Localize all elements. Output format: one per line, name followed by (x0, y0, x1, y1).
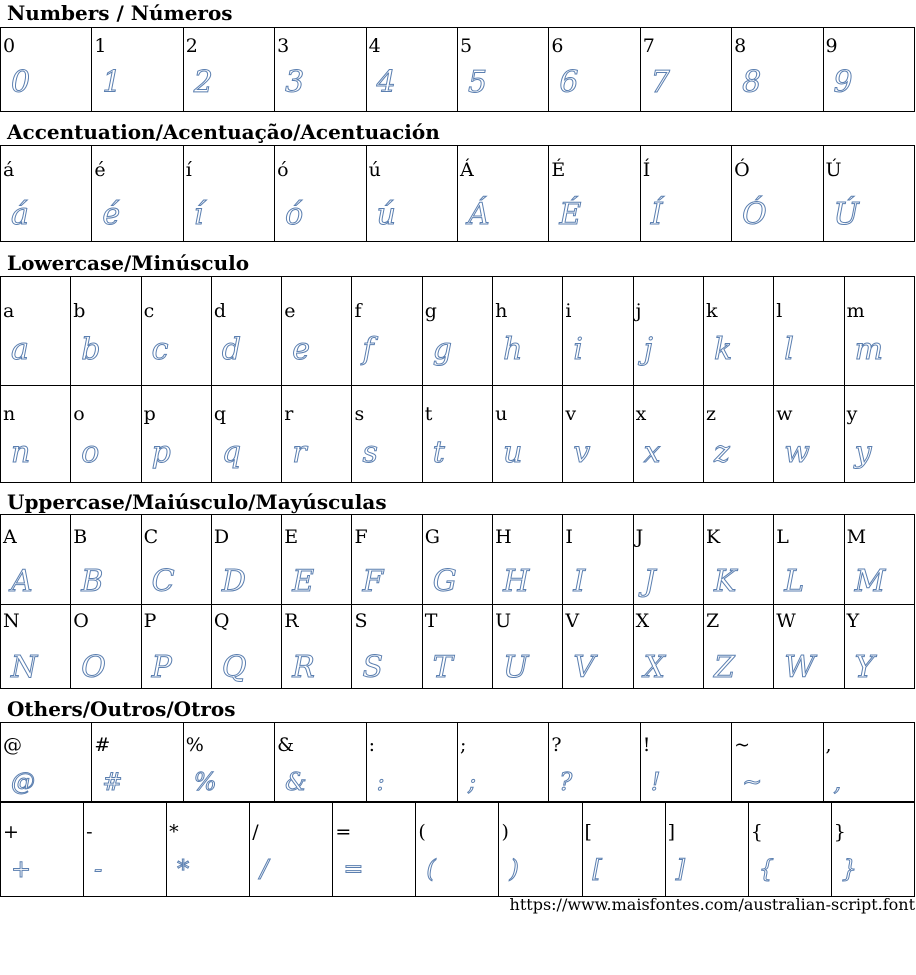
character-label: X (635, 610, 650, 632)
script-glyph-sample: Á (467, 197, 490, 232)
script-glyph-sample: ( (426, 855, 436, 883)
script-glyph-sample: w (784, 435, 810, 470)
numbers-row (1, 28, 915, 112)
glyph-cell (422, 277, 492, 386)
glyph-cell (844, 515, 914, 605)
glyph-cell (275, 28, 366, 112)
script-glyph-sample: I (573, 564, 586, 599)
others-table-1 (0, 722, 915, 803)
script-glyph-sample: F (362, 564, 384, 599)
script-glyph-sample: ] (675, 855, 685, 883)
script-glyph-sample: O (81, 650, 106, 685)
character-label: R (284, 610, 299, 632)
character-label: ) (501, 821, 509, 843)
character-label: j (635, 300, 642, 322)
character-label: á (3, 159, 15, 181)
script-glyph-sample: d (221, 332, 242, 367)
character-label: g (424, 300, 437, 322)
glyph-cell (211, 605, 281, 689)
script-glyph-sample: é (102, 197, 121, 232)
script-glyph-sample: A (11, 564, 33, 599)
character-label: b (73, 300, 86, 322)
character-label: % (185, 734, 204, 756)
glyph-cell (92, 723, 183, 803)
script-glyph-sample: k (713, 332, 733, 367)
script-glyph-sample: K (713, 564, 737, 599)
script-glyph-sample: { (758, 855, 774, 883)
character-label: 0 (3, 35, 16, 57)
character-label: Á (459, 159, 474, 181)
uppercase-title: Uppercase/Maiúsculo/Mayúsculas (7, 490, 387, 514)
script-glyph-sample: C (151, 564, 175, 599)
glyph-cell (366, 28, 457, 112)
glyph-cell (1, 277, 71, 386)
source-url: https://www.maisfontes.com/australian-script.font (509, 895, 915, 914)
character-label: 2 (185, 35, 198, 57)
glyph-cell (183, 723, 274, 803)
script-glyph-sample: ? (559, 768, 573, 796)
glyph-cell (282, 605, 352, 689)
script-glyph-sample: ~ (742, 768, 763, 796)
script-glyph-sample: % (193, 768, 217, 796)
glyph-cell (71, 515, 141, 605)
character-label: l (776, 300, 783, 322)
glyph-cell (563, 386, 633, 483)
glyph-cell (549, 146, 640, 242)
script-glyph-sample: 7 (650, 65, 670, 100)
character-label: a (3, 300, 15, 322)
script-glyph-sample: - (94, 855, 103, 883)
lowercase-row (1, 277, 915, 386)
character-label: h (495, 300, 508, 322)
glyph-cell (549, 28, 640, 112)
character-label: + (3, 821, 19, 843)
character-label: k (705, 300, 718, 322)
uppercase-table (0, 514, 915, 689)
character-label: 8 (734, 35, 747, 57)
character-label: W (776, 610, 796, 632)
character-label: É (551, 159, 566, 181)
script-glyph-sample: R (292, 650, 315, 685)
script-glyph-sample: i (573, 332, 583, 367)
script-glyph-sample: + (11, 855, 32, 883)
glyph-cell (92, 28, 183, 112)
character-label: 1 (94, 35, 107, 57)
glyph-cell (493, 386, 563, 483)
character-label: @ (3, 734, 22, 756)
glyph-cell (633, 277, 703, 386)
glyph-cell (831, 802, 914, 897)
script-glyph-sample: H (503, 564, 530, 599)
script-glyph-sample: 5 (467, 65, 488, 100)
accents-title: Accentuation/Acentuação/Acentuación (7, 120, 440, 144)
script-glyph-sample: T (432, 650, 453, 685)
script-glyph-sample: L (784, 564, 805, 599)
glyph-cell (422, 386, 492, 483)
glyph-cell (352, 515, 422, 605)
character-label: ~ (734, 734, 751, 756)
glyph-cell (844, 605, 914, 689)
glyph-cell (844, 386, 914, 483)
script-glyph-sample: ; (467, 768, 477, 796)
glyph-cell (250, 802, 333, 897)
character-label: S (354, 610, 368, 632)
glyph-cell (633, 515, 703, 605)
script-glyph-sample: 8 (742, 65, 762, 100)
glyph-cell (493, 515, 563, 605)
character-label: d (213, 300, 227, 322)
glyph-cell (71, 386, 141, 483)
others-row (1, 802, 915, 897)
glyph-cell (665, 802, 748, 897)
script-glyph-sample: # (102, 768, 123, 796)
glyph-cell (633, 386, 703, 483)
script-glyph-sample: P (151, 650, 172, 685)
script-glyph-sample: g (432, 332, 452, 367)
character-label: u (495, 403, 508, 425)
character-label: y (846, 403, 858, 425)
character-label: B (73, 526, 88, 548)
script-glyph-sample: 9 (833, 65, 853, 100)
character-label: 9 (825, 35, 838, 57)
glyph-cell (211, 277, 281, 386)
script-glyph-sample: o (81, 435, 100, 470)
script-glyph-sample: l (784, 332, 794, 367)
character-label: F (354, 526, 368, 548)
script-glyph-sample: p (151, 435, 171, 470)
character-label: # (94, 734, 111, 756)
script-glyph-sample: 2 (193, 65, 213, 100)
character-label: w (776, 403, 793, 425)
glyph-cell (823, 146, 914, 242)
character-label: M (846, 526, 867, 548)
glyph-cell (732, 723, 823, 803)
glyph-cell (141, 605, 211, 689)
script-glyph-sample: S (362, 650, 384, 685)
script-glyph-sample: 0 (11, 65, 31, 100)
script-glyph-sample: e (292, 332, 310, 367)
glyph-cell (563, 605, 633, 689)
character-label: * (169, 821, 179, 843)
glyph-cell (366, 146, 457, 242)
glyph-cell (1, 386, 71, 483)
script-glyph-sample: Z (713, 650, 735, 685)
script-glyph-sample: ! (650, 768, 661, 796)
glyph-cell (141, 386, 211, 483)
character-label: C (143, 526, 159, 548)
glyph-cell (92, 146, 183, 242)
character-label: p (143, 403, 156, 425)
script-glyph-sample: V (573, 650, 596, 685)
character-label: N (3, 610, 20, 632)
glyph-cell (774, 605, 844, 689)
character-label: [ (584, 821, 592, 843)
character-label: Y (846, 610, 860, 632)
character-label: c (143, 300, 155, 322)
glyph-cell (1, 146, 92, 242)
script-glyph-sample: Ú (833, 197, 859, 232)
character-label: f (354, 300, 362, 322)
glyph-cell (640, 28, 731, 112)
character-label: T (424, 610, 438, 632)
glyph-cell (563, 515, 633, 605)
glyph-cell (563, 277, 633, 386)
script-glyph-sample: m (854, 332, 884, 367)
character-label: 6 (551, 35, 564, 57)
uppercase-row (1, 605, 915, 689)
character-label: A (3, 526, 17, 548)
character-label: m (846, 300, 865, 322)
glyph-cell (352, 277, 422, 386)
character-label: U (495, 610, 512, 632)
glyph-cell (732, 28, 823, 112)
character-label: P (143, 610, 157, 632)
glyph-cell (823, 28, 914, 112)
script-glyph-sample: t (432, 435, 445, 470)
script-glyph-sample: N (11, 650, 38, 685)
script-glyph-sample: * (177, 855, 190, 883)
character-label: = (335, 821, 352, 843)
character-label: } (833, 821, 846, 843)
script-glyph-sample: Ó (742, 197, 767, 232)
numbers-table (0, 27, 915, 112)
glyph-cell (275, 146, 366, 242)
script-glyph-sample: v (573, 435, 591, 470)
script-glyph-sample: @ (11, 768, 35, 796)
script-glyph-sample: Q (221, 650, 247, 685)
glyph-cell (71, 605, 141, 689)
glyph-cell (416, 802, 499, 897)
character-label: Ú (825, 159, 842, 181)
glyph-cell (352, 605, 422, 689)
character-label: 4 (368, 35, 381, 57)
character-label: r (284, 403, 294, 425)
script-glyph-sample: 6 (559, 65, 579, 100)
glyph-cell (366, 723, 457, 803)
glyph-cell (422, 515, 492, 605)
glyph-cell (774, 277, 844, 386)
script-glyph-sample: x (643, 435, 661, 470)
glyph-cell (71, 277, 141, 386)
character-label: : (368, 734, 375, 756)
numbers-title: Numbers / Números (7, 1, 233, 25)
script-glyph-sample: n (11, 435, 31, 470)
character-label: Ó (734, 159, 750, 181)
glyph-cell (275, 723, 366, 803)
glyph-cell (549, 723, 640, 803)
character-label: K (705, 526, 721, 548)
script-glyph-sample: & (285, 768, 307, 796)
script-glyph-sample: J (643, 564, 656, 599)
uppercase-row (1, 515, 915, 605)
script-glyph-sample: s (362, 435, 378, 470)
accents-row (1, 146, 915, 242)
glyph-cell (703, 605, 773, 689)
character-label: t (424, 403, 433, 425)
glyph-cell (1, 28, 92, 112)
script-glyph-sample: M (854, 564, 886, 599)
character-label: ú (368, 159, 381, 181)
script-glyph-sample: c (151, 332, 169, 367)
glyph-cell (183, 146, 274, 242)
script-glyph-sample: y (854, 435, 872, 470)
character-label: & (277, 734, 295, 756)
script-glyph-sample: u (503, 435, 523, 470)
character-label: J (635, 526, 644, 548)
character-label: H (495, 526, 512, 548)
script-glyph-sample: B (81, 564, 104, 599)
character-label: ] (667, 821, 676, 843)
character-label: Q (213, 610, 230, 632)
character-label: o (73, 403, 85, 425)
glyph-cell (633, 605, 703, 689)
script-glyph-sample: Í (650, 197, 663, 232)
script-glyph-sample: X (643, 650, 666, 685)
character-label: , (825, 734, 832, 756)
glyph-cell (422, 605, 492, 689)
character-label: V (565, 610, 580, 632)
glyph-cell (499, 802, 582, 897)
character-label: i (565, 300, 572, 322)
glyph-cell (582, 802, 665, 897)
glyph-cell (141, 515, 211, 605)
script-glyph-sample: q (221, 435, 242, 470)
glyph-cell (774, 515, 844, 605)
script-glyph-sample: : (376, 768, 385, 796)
character-label: z (705, 403, 716, 425)
character-label: Í (642, 159, 651, 181)
glyph-cell (457, 146, 548, 242)
script-glyph-sample: D (221, 564, 246, 599)
glyph-cell (141, 277, 211, 386)
script-glyph-sample: ú (376, 197, 396, 232)
character-label: x (635, 403, 647, 425)
glyph-cell (282, 515, 352, 605)
glyph-cell (211, 515, 281, 605)
script-glyph-sample: = (343, 855, 364, 883)
glyph-cell (1, 802, 84, 897)
glyph-cell (640, 723, 731, 803)
glyph-cell (640, 146, 731, 242)
character-label: s (354, 403, 365, 425)
script-glyph-sample: É (559, 197, 582, 232)
script-glyph-sample: ) (509, 855, 519, 883)
character-label: q (213, 403, 227, 425)
glyph-cell (774, 386, 844, 483)
character-label: D (213, 526, 230, 548)
character-label: I (565, 526, 573, 548)
lowercase-title: Lowercase/Minúsculo (7, 251, 250, 275)
glyph-cell (183, 28, 274, 112)
character-label: ! (642, 734, 651, 756)
script-glyph-sample: , (833, 768, 842, 796)
glyph-cell (457, 723, 548, 803)
script-glyph-sample: á (11, 197, 29, 232)
lowercase-table (0, 276, 915, 483)
character-label: ó (277, 159, 289, 181)
script-glyph-sample: h (503, 332, 523, 367)
glyph-cell (703, 277, 773, 386)
glyph-cell (1, 605, 71, 689)
script-glyph-sample: ó (285, 197, 304, 232)
character-label: G (424, 526, 440, 548)
character-label: L (776, 526, 789, 548)
character-label: e (284, 300, 296, 322)
script-glyph-sample: r (292, 435, 307, 470)
character-label: n (3, 403, 16, 425)
glyph-cell (167, 802, 250, 897)
character-label: v (565, 403, 577, 425)
character-label: O (73, 610, 89, 632)
character-label: / (252, 821, 259, 843)
glyph-cell (211, 386, 281, 483)
others-title: Others/Outros/Otros (7, 697, 236, 721)
glyph-cell (493, 277, 563, 386)
glyph-cell (493, 605, 563, 689)
character-label: Z (705, 610, 720, 632)
others-row (1, 723, 915, 803)
glyph-cell (282, 277, 352, 386)
script-glyph-sample: j (643, 332, 653, 367)
glyph-cell (457, 28, 548, 112)
character-label: { (750, 821, 763, 843)
script-glyph-sample: f (362, 332, 374, 367)
glyph-cell (282, 386, 352, 483)
lowercase-row (1, 386, 915, 483)
script-glyph-sample: / (260, 855, 269, 883)
character-label: é (94, 159, 106, 181)
glyph-cell (844, 277, 914, 386)
character-label: 7 (642, 35, 655, 57)
script-glyph-sample: G (432, 564, 457, 599)
others-table-2 (0, 801, 915, 897)
glyph-cell (703, 515, 773, 605)
character-label: 5 (459, 35, 473, 57)
character-label: E (284, 526, 299, 548)
accents-table (0, 145, 915, 242)
character-label: - (86, 821, 93, 843)
glyph-cell (823, 723, 914, 803)
script-glyph-sample: 3 (285, 65, 305, 100)
glyph-cell (732, 146, 823, 242)
character-label: ? (551, 734, 562, 756)
script-glyph-sample: U (503, 650, 529, 685)
script-glyph-sample: E (292, 564, 315, 599)
script-glyph-sample: [ (592, 855, 602, 883)
glyph-cell (1, 515, 71, 605)
character-label: í (185, 159, 192, 181)
glyph-cell (352, 386, 422, 483)
glyph-cell (84, 802, 167, 897)
character-label: 3 (277, 35, 290, 57)
script-glyph-sample: 1 (102, 65, 122, 100)
character-label: ; (459, 734, 467, 756)
script-glyph-sample: z (713, 435, 730, 470)
glyph-cell (703, 386, 773, 483)
script-glyph-sample: b (81, 332, 101, 367)
script-glyph-sample: a (11, 332, 29, 367)
glyph-cell (748, 802, 831, 897)
script-glyph-sample: Y (854, 650, 875, 685)
character-label: ( (418, 821, 426, 843)
glyph-cell (1, 723, 92, 803)
script-glyph-sample: í (193, 197, 204, 232)
script-glyph-sample: 4 (376, 65, 396, 100)
script-glyph-sample: W (784, 650, 816, 685)
glyph-cell (333, 802, 416, 897)
script-glyph-sample: } (841, 855, 858, 883)
